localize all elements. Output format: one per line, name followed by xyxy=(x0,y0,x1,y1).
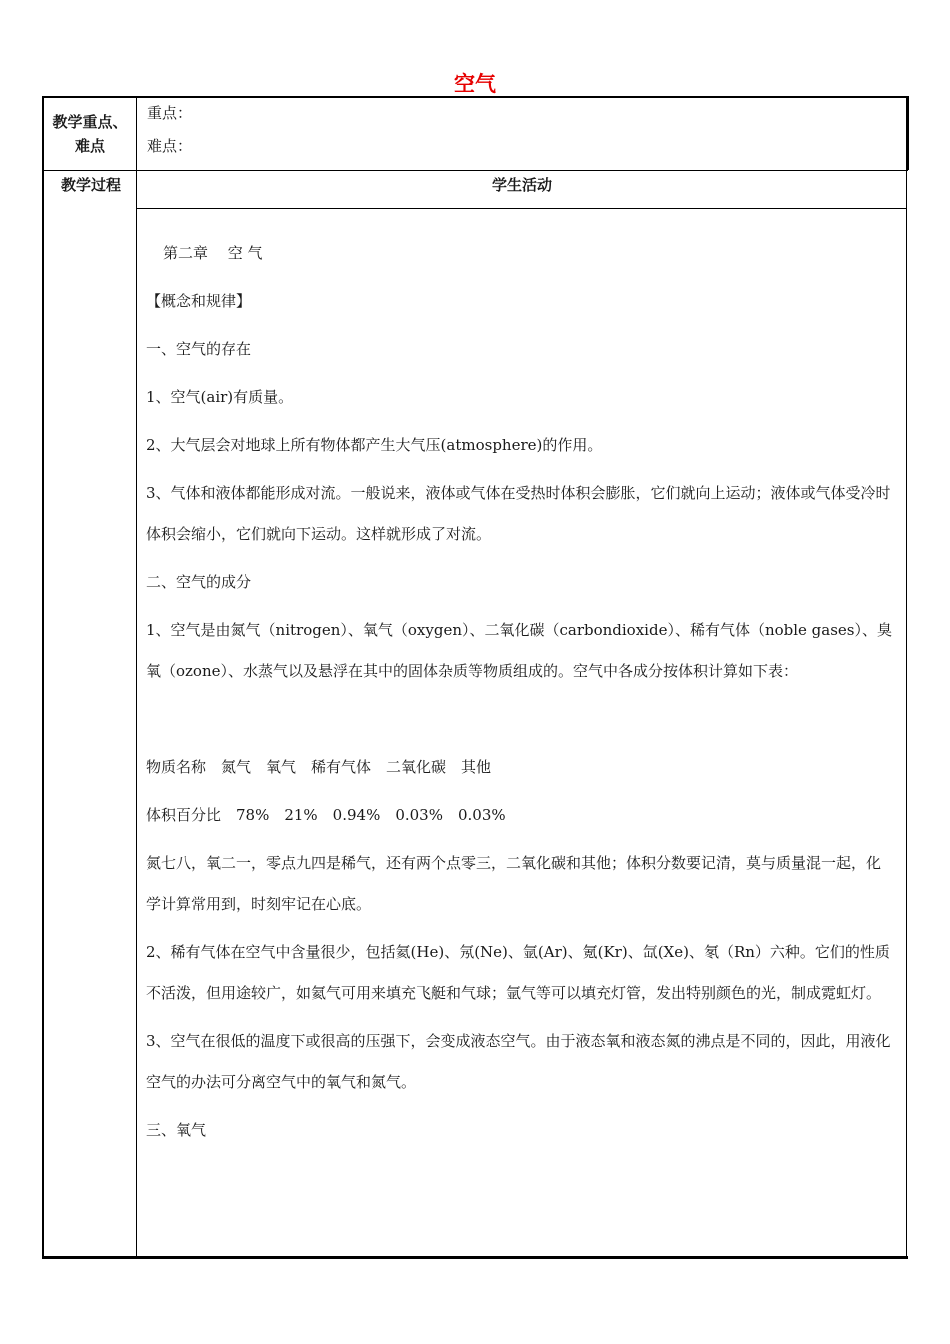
teaching-process-label: 教学过程 xyxy=(60,176,121,194)
table-row-divider xyxy=(42,170,908,171)
student-header-underline xyxy=(137,208,906,209)
s1-paragraph-1: 1、空气(air)有质量。 xyxy=(146,388,294,406)
s2-paragraph-1: 1、空气是由氮气（nitrogen）、氧气（oxygen）、二氧化碳（carbondioxide）、稀有气体（noble gases）、臭氧（ozone）、水蒸气以及悬浮在其中的固体杂质等物质组成的。空气中各成分按体积计算如下表： xyxy=(146,621,893,680)
difficult-point-label: 难点： xyxy=(147,137,193,155)
composition-values: 体积百分比 78% 21% 0.94% 0.03% 0.03% xyxy=(146,806,506,824)
chapter-title: 第二章 空 气 xyxy=(163,244,263,262)
concepts-heading: 【概念和规律】 xyxy=(146,292,252,310)
composition-names: 物质名称 氮气 氧气 稀有气体 二氧化碳 其他 xyxy=(146,758,492,776)
content-body xyxy=(146,233,894,1151)
student-activity-header: 学生活动 xyxy=(491,176,552,194)
s2-paragraph-3: 3、空气在很低的温度下或很高的压强下，会变成液态空气。由于液态氧和液态氮的沸点是不同的，因此，用液化空气的办法可分离空气中的氧气和氮气。 xyxy=(146,1032,891,1091)
table-left-border xyxy=(42,96,44,1258)
key-point-label: 重点： xyxy=(147,104,193,122)
s2-paragraph-2: 2、稀有气体在空气中含量很少，包括氦(He)、氖(Ne)、氩(Ar)、氪(Kr)、氙(Xe)、氡（Rn）六种。它们的性质不活泼，但用途较广，如氦气可用来填充飞艇和气球；氩气等可以填充灯管，发出特别颜色的光，制成霓虹灯。 xyxy=(146,943,890,1002)
table-bottom-border xyxy=(42,1256,908,1259)
s1-paragraph-3: 3、气体和液体都能形成对流。一般说来，液体或气体在受热时体积会膨胀，它们就向上运动；液体或气体受冷时体积会缩小，它们就向下运动。这样就形成了对流。 xyxy=(146,484,891,543)
table-right-border-top xyxy=(906,96,909,170)
table-label-divider xyxy=(136,96,137,1258)
section1-title: 一、空气的存在 xyxy=(146,340,252,358)
s1-paragraph-2: 2、大气层会对地球上所有物体都产生大气压(atmosphere)的作用。 xyxy=(146,436,603,454)
focus-difficulty-label: 教学重点、难点 xyxy=(52,113,128,155)
page-title: 空气 xyxy=(454,72,496,96)
mnemonic-paragraph: 氮七八，氧二一，零点九四是稀气，还有两个点零三，二氧化碳和其他；体积分数要记清，莫与质量混一起，化学计算常用到，时刻牢记在心底。 xyxy=(146,854,882,913)
section2-title: 二、空气的成分 xyxy=(146,573,252,591)
section3-title: 三、氧气 xyxy=(146,1121,207,1139)
table-top-border xyxy=(42,96,908,98)
table-right-border xyxy=(906,170,907,1258)
